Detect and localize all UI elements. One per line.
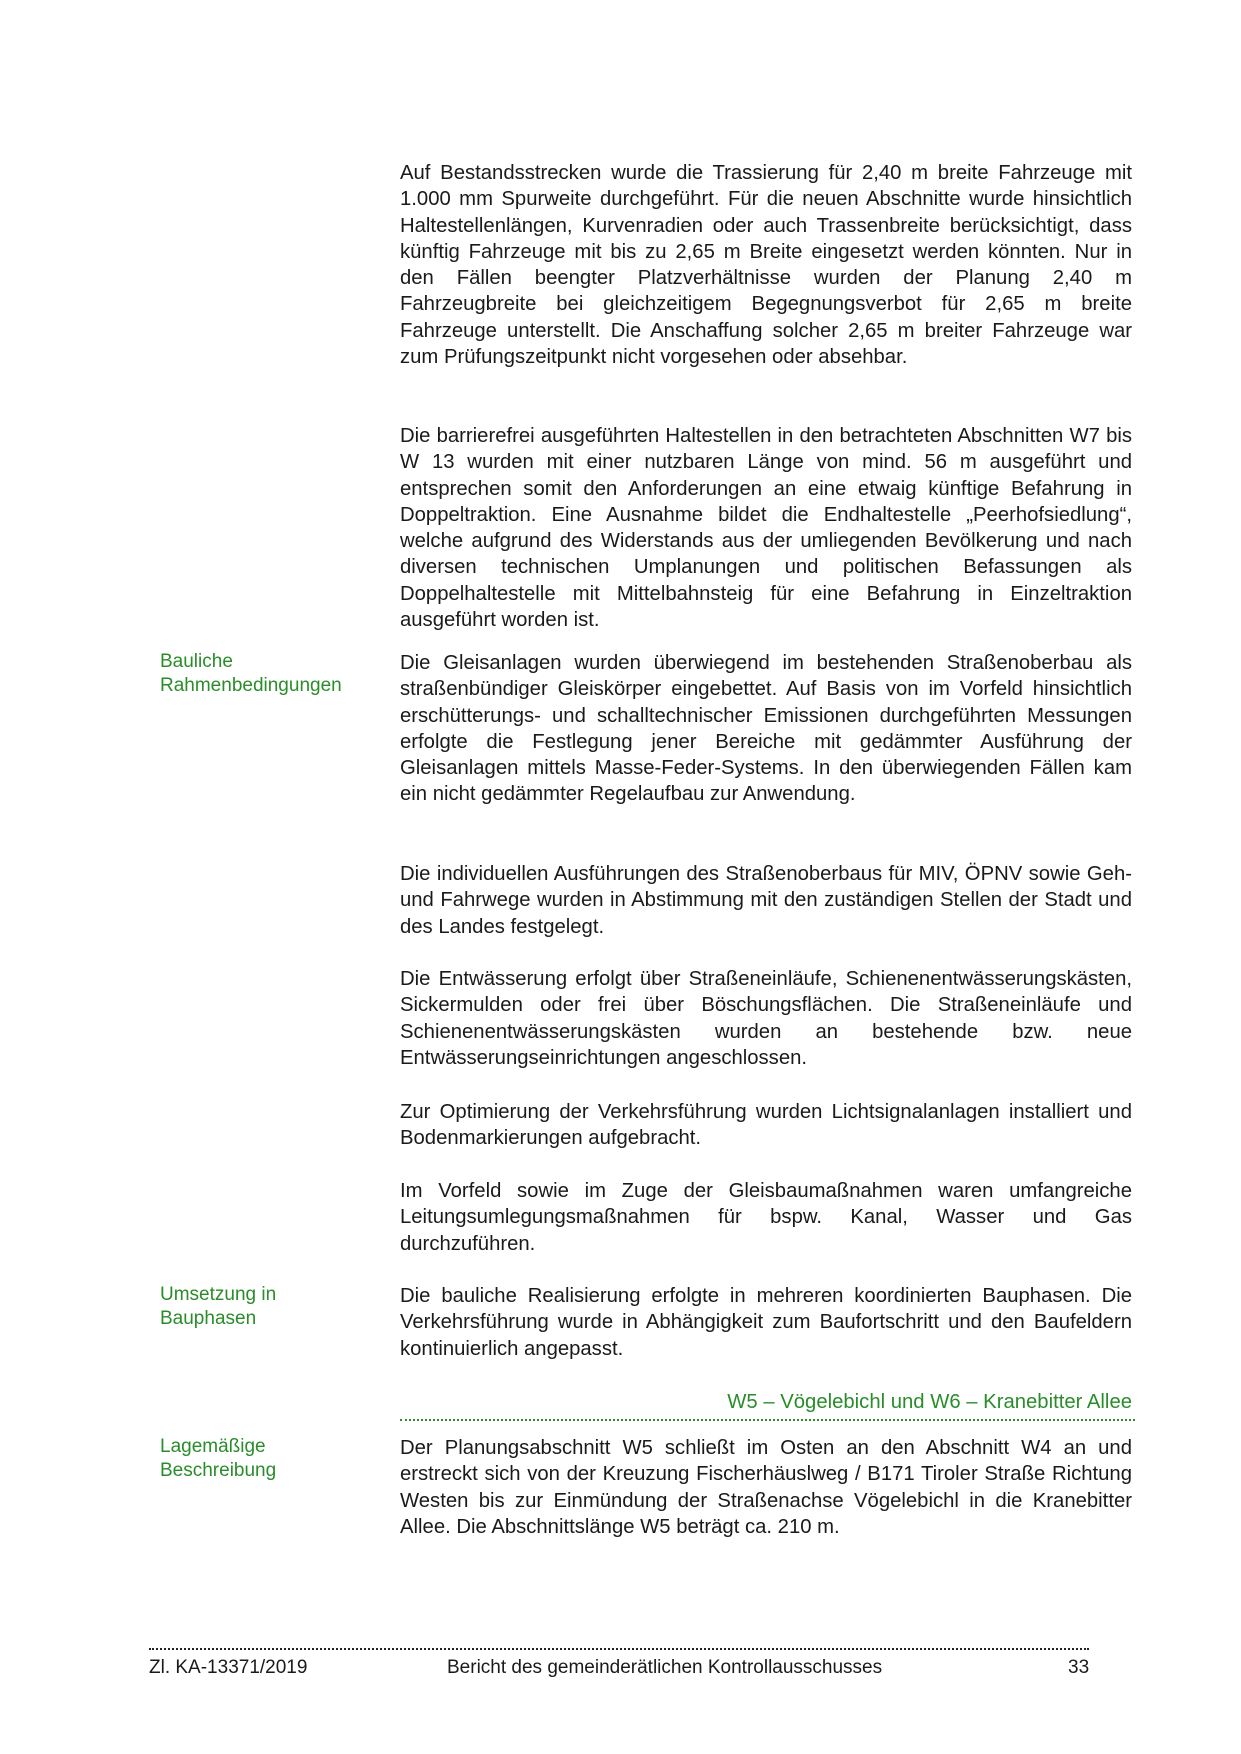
margin-label-line: Beschreibung xyxy=(160,1459,277,1481)
paragraph-construction-phases: Die bauliche Realisierung erfolgte in mehreren koordinierten Bauphasen. Die Verkehrsführung wurde in Abhängigkeit zum Baufortschritt und den Baufeldern kontinuierlich angepasst. xyxy=(400,1285,1132,1360)
paragraph-w5-location: Der Planungsabschnitt W5 schließt im Osten an den Abschnitt W4 an und erstreckt sich von der Kreuzung Fischerhäuslweg / B171 Tiroler Straße Richtung Westen bis zur Einmündung der Straßenachse Vögelebichl in die Kranebitter Allee. Die Abschnittslänge W5 beträgt ca. 210 m. xyxy=(400,1437,1132,1538)
paragraph-utilities: Im Vorfeld sowie im Zuge der Gleisbaumaßnahmen waren umfangreiche Leitungsumlegungsmaßnahmen für bspw. Kanal, Wasser und Gas durchzuführen. xyxy=(400,1180,1132,1255)
footer-title: Bericht des gemeinderätlichen Kontrollausschusses xyxy=(447,1657,883,1678)
margin-label-line: Lagemäßige xyxy=(160,1436,266,1457)
paragraph-stops: Die barrierefrei ausgeführten Haltestellen in den betrachteten Abschnitten W7 bis W 13 wurden mit einer nutzbaren Länge von mind. 56 m ausgeführt und entsprechen somit den Anforderungen an eine etwaig künftige Befahrung in Doppeltraktion. Eine Ausnahme bildet die Endhaltestelle „Peerhofsiedlung“, welche aufgrund des Widerstands aus der umliegenden Bevölkerung und nach diversen technischen Umplanungen und politischen Befassungen als Doppelhaltestelle mit Mittelbahnsteig für eine Befahrung in Einzeltraktion ausgeführt worden ist. xyxy=(400,425,1132,632)
page-number: 33 xyxy=(1068,1657,1090,1678)
paragraph-road-surface: Die individuellen Ausführungen des Straßenoberbaus für MIV, ÖPNV sowie Geh- und Fahrwege wurden in Abstimmung mit den zuständigen Stellen der Stadt und des Landes festgelegt. xyxy=(400,863,1132,938)
margin-label-line: Bauliche xyxy=(160,651,233,672)
section-heading: W5 – Vögelebichl und W6 – Kranebitter Allee xyxy=(727,1391,1132,1413)
margin-label-lage xyxy=(160,1435,380,1482)
margin-label-line: Bauphasen xyxy=(160,1307,257,1329)
paragraph-track-width: Auf Bestandsstrecken wurde die Trassierung für 2,40 m breite Fahrzeuge mit 1.000 mm Spurweite durchgeführt. Für die neuen Abschnitte wurde hinsichtlich Haltestellenlängen, Kurvenradien oder auch Trassenbreite berücksichtigt, dass künftig Fahrzeuge mit bis zu 2,65 m Breite eingesetzt werden könnten. Nur in den Fällen beengter Platzverhältnisse wurden der Planung 2,40 m Fahrzeugbreite bei gleichzeitigem Begegnungsverbot für 2,65 m breite Fahrzeuge unterstellt. Die Anschaffung solcher 2,65 m breiter Fahrzeuge war zum Prüfungszeitpunkt nicht vorgesehen oder absehbar. xyxy=(400,162,1132,369)
footer-divider xyxy=(149,1648,1089,1650)
paragraph-track-bed: Die Gleisanlagen wurden überwiegend im bestehenden Straßenoberbau als straßenbündiger Gleiskörper eingebettet. Auf Basis von im Vorfeld hinsichtlich erschütterungs- und schalltechnischer Emissionen durchgeführten Messungen erfolgte die Festlegung jener Bereiche mit gedämmter Ausführung der Gleisanlagen mittels Masse-Feder-Systems. In den überwiegenden Fällen kam ein nicht gedämmter Regelaufbau zur Anwendung. xyxy=(400,652,1132,806)
paragraph-traffic-signals: Zur Optimierung der Verkehrsführung wurden Lichtsignalanlagen installiert und Bodenmarkierungen aufgebracht. xyxy=(400,1101,1132,1150)
margin-label-line: Umsetzung in xyxy=(160,1284,277,1305)
margin-label-umsetzung xyxy=(160,1283,380,1330)
footer-reference: Zl. KA-13371/2019 xyxy=(149,1657,308,1678)
margin-label-bauliche xyxy=(160,650,380,697)
paragraph-drainage: Die Entwässerung erfolgt über Straßeneinläufe, Schienenentwässerungskästen, Sickermulden oder frei über Böschungsflächen. Die Straßeneinläufe und Schienenentwässerungskästen wurden an bestehende bzw. neue Entwässerungseinrichtungen angeschlossen. xyxy=(400,968,1132,1069)
margin-label-line: Rahmenbedingungen xyxy=(160,674,342,696)
heading-divider xyxy=(400,1419,1135,1421)
